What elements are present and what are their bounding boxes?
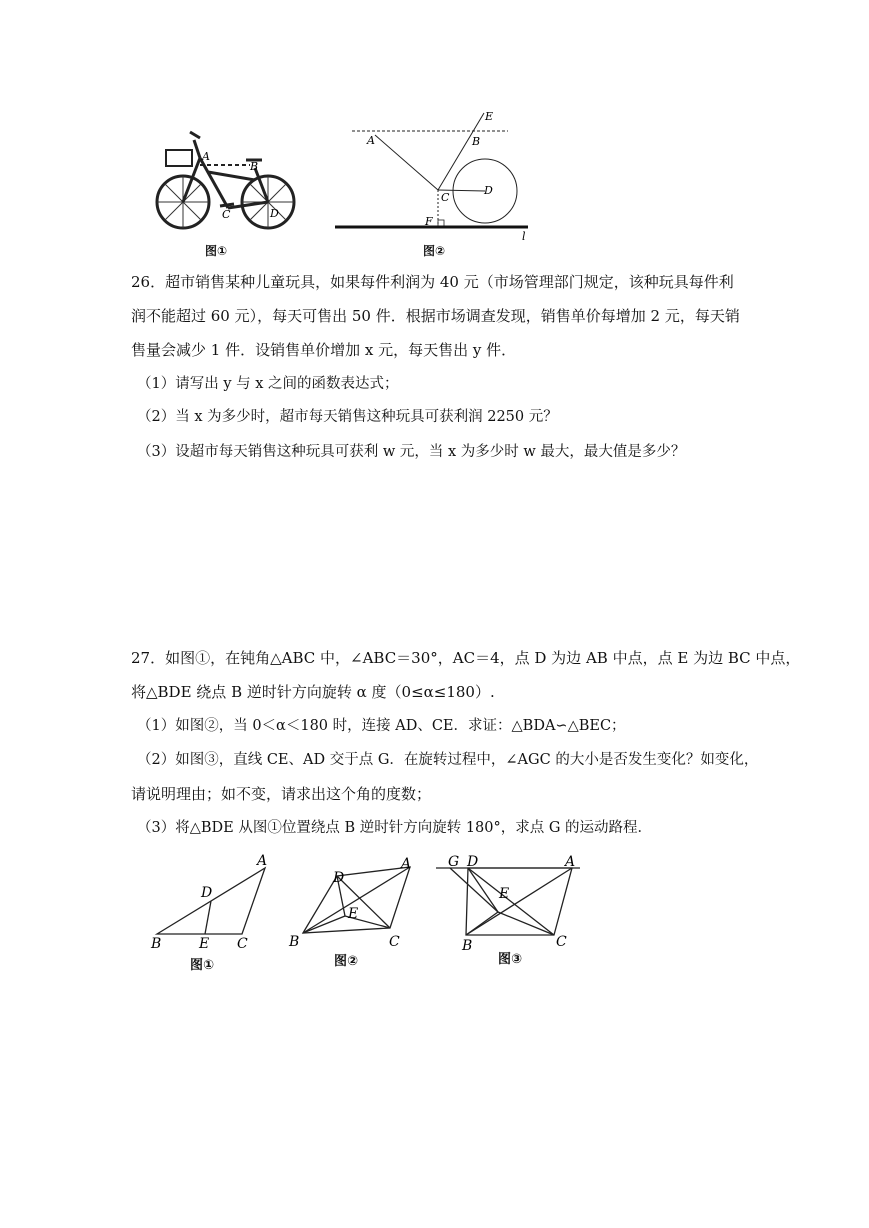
q27-part3: （3）将△BDE 从图①位置绕点 B 逆时针方向旋转 180°，求点 G 的运动路程． (137, 820, 653, 836)
q26-part3: （3）设超市每天销售这种玩具可获利 w 元，当 x 为多少时 w 最大，最大值是多少？ (137, 444, 686, 460)
fig1-label-b: B (151, 936, 162, 952)
bicycle-figure (150, 120, 310, 235)
fig2-label-a: A (401, 856, 412, 872)
q26-stem-line3: 售量会减少 1 件．设销售单价增加 x 元，每天售出 y 件． (131, 341, 517, 359)
model-label-c: C (441, 191, 450, 204)
triangle-figure-3 (432, 850, 582, 950)
q26-stem-line1: 26．超市销售某种儿童玩具，如果每件利润为 40 元（市场管理部门规定，该种玩具每件利 (131, 273, 734, 291)
fig3-label-d: D (467, 854, 479, 870)
bottom-fig3-caption: 图③ (498, 952, 523, 967)
model-label-d: D (484, 184, 493, 197)
fig1-label-e: E (199, 936, 210, 952)
q26-stem-line2: 润不能超过 60 元），每天可售出 50 件．根据市场调查发现，销售单价每增加 2 元，每天销 (131, 307, 740, 325)
bottom-fig2-caption: 图② (334, 954, 359, 969)
bike-label-d: D (270, 207, 279, 220)
fig1-label-c: C (237, 936, 248, 952)
model-label-e: E (485, 110, 494, 123)
top-fig1-caption: 图① (205, 244, 228, 258)
model-label-f: F (425, 215, 433, 228)
bicycle-model-figure (330, 108, 535, 243)
fig1-label-d: D (201, 885, 213, 901)
q27-stem-line2: 将△BDE 绕点 B 逆时针方向旋转 α 度（0≤α≤180）. (131, 683, 495, 701)
model-label-l: l (522, 230, 526, 243)
fig3-label-a: A (565, 854, 576, 870)
bottom-fig1-caption: 图① (190, 958, 215, 973)
triangle-figure-2 (285, 850, 420, 950)
model-label-b: B (472, 135, 481, 148)
q27-part1: （1）如图②，当 0＜α＜180 时，连接 AD、CE．求证：△BDA∽△BEC； (137, 718, 626, 734)
fig2-label-b: B (289, 934, 300, 950)
fig3-label-c: C (556, 934, 567, 950)
bike-label-b: B (250, 160, 259, 173)
fig3-label-g: G (448, 854, 460, 870)
q27-part2-line1: （2）如图③，直线 CE、AD 交于点 G．在旋转过程中，∠AGC 的大小是否发生变化？如变化， (137, 752, 759, 768)
fig2-label-e: E (348, 906, 359, 922)
triangle-figure-1 (145, 848, 275, 953)
top-fig2-caption: 图② (423, 244, 446, 258)
fig3-label-b: B (462, 938, 473, 950)
model-label-a: A (367, 134, 375, 147)
q26-part2: （2）当 x 为多少时，超市每天销售这种玩具可获利润 2250 元？ (137, 409, 558, 425)
fig2-label-c: C (389, 934, 400, 950)
fig2-label-d: D (333, 870, 345, 886)
q27-stem-line1: 27．如图①，在钝角△ABC 中，∠ABC＝30°，AC＝4，点 D 为边 AB 中点，点 E 为边 BC 中点， (131, 649, 801, 667)
q26-part1: （1）请写出 y 与 x 之间的函数表达式； (137, 376, 399, 392)
fig3-label-e: E (499, 886, 510, 902)
bike-label-a: A (202, 150, 210, 163)
bike-label-c: C (222, 208, 231, 221)
fig1-label-a: A (257, 853, 268, 869)
q27-part2-line2: 请说明理由；如不变，请求出这个角的度数； (131, 785, 432, 803)
